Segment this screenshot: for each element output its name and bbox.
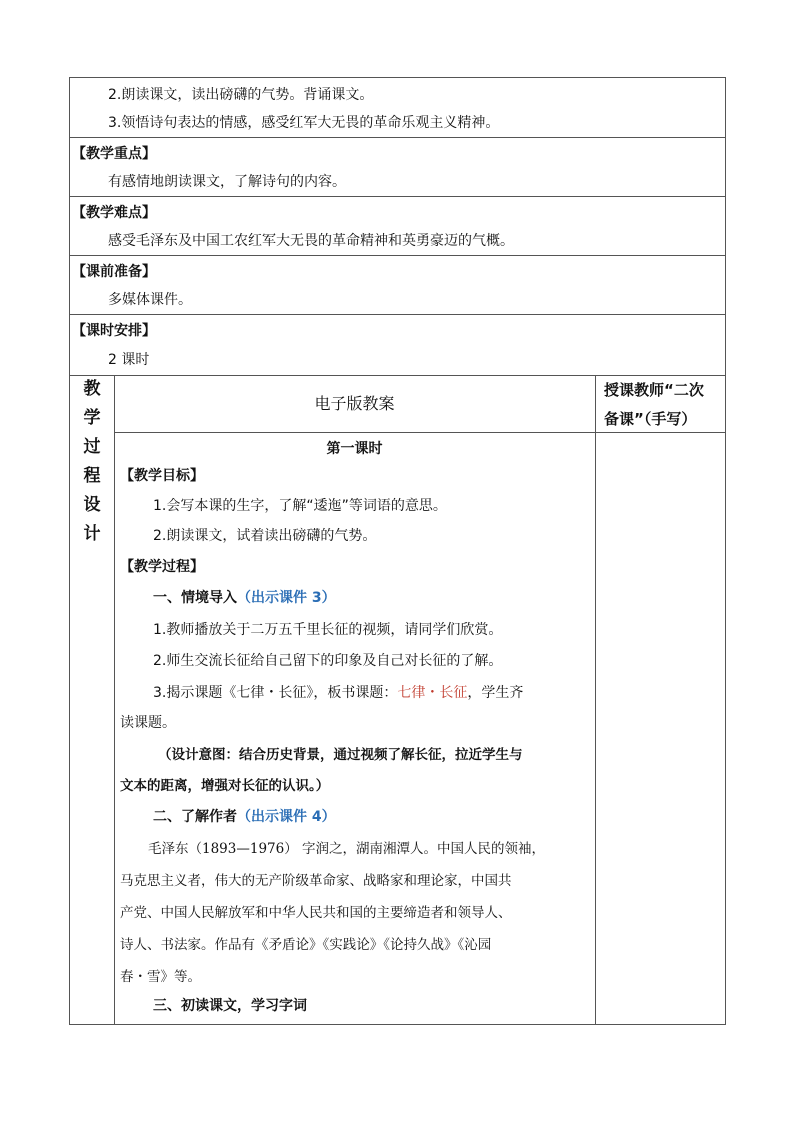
row-divider: [69, 255, 726, 256]
lesson-title: 第一课时: [326, 441, 383, 457]
section-content-preparation: 多媒体课件。: [108, 292, 192, 308]
author-line2: 马克思主义者，伟大的无产阶级革命家、战略家和理论家，中国共: [120, 873, 512, 889]
side-char: 程: [83, 466, 101, 486]
section-content-schedule: 2 课时: [108, 352, 150, 368]
step2-slide-ref: （出示课件 4）: [237, 809, 336, 825]
author-line3: 产党、中国人民解放军和中华人民共和国的主要缔造者和领导人、: [120, 905, 512, 921]
board-title: 七律・长征: [397, 685, 468, 701]
author-line5: 春・雪》等。: [120, 969, 201, 985]
side-char: 计: [83, 524, 101, 544]
side-char: 学: [83, 408, 101, 428]
step1-para-3-text-end: ，学生齐: [467, 685, 524, 701]
section-content-key-points: 有感情地朗读课文，了解诗句的内容。: [108, 174, 346, 190]
row-divider: [69, 375, 726, 376]
teacher-notes-header-line2: 备课”（手写）: [604, 410, 697, 428]
side-char: 设: [83, 495, 101, 515]
lesson-goal-heading: 【教学目标】: [120, 468, 204, 484]
section-heading-preparation: 【课前准备】: [72, 264, 156, 280]
goal-item-2: 2.朗读课文，读出磅礴的气势。背诵课文。: [108, 87, 374, 103]
step2-title: 二、了解作者: [153, 809, 237, 825]
row-divider: [69, 137, 726, 138]
step2-line: [153, 807, 336, 827]
teacher-notes-header-line1: 授课教师“二次: [604, 381, 704, 399]
column-divider-left: [114, 375, 115, 1025]
step1-para-3-cont: 读课题。: [120, 715, 176, 731]
goal-item-3: 3.领悟诗句表达的情感，感受红军大无畏的革命乐观主义精神。: [108, 115, 500, 131]
lesson-goal-1: 1.会写本课的生字，了解“逶迤”等词语的意思。: [153, 498, 447, 514]
step1-para-3: [153, 683, 523, 703]
row-divider: [69, 314, 726, 315]
step3-title: 三、初读课文，学习字词: [153, 998, 307, 1014]
step1-para-1: 1.教师播放关于二万五千里长征的视频，请同学们欣赏。: [153, 622, 503, 638]
electronic-plan-header: 电子版教案: [314, 394, 395, 413]
design-note-line2: 文本的距离，增强对长征的认识。）: [120, 778, 330, 794]
side-char: 教: [83, 379, 101, 399]
step1-slide-ref: （出示课件 3）: [237, 590, 336, 606]
author-line4: 诗人、书法家。作品有《矛盾论》《实践论》《论持久战》《沁园: [120, 937, 492, 953]
column-divider-right: [595, 375, 596, 1025]
section-heading-difficulties: 【教学难点】: [72, 205, 156, 221]
process-heading: 【教学过程】: [120, 559, 204, 575]
process-design-label: [70, 375, 114, 549]
lesson-goal-2: 2.朗读课文，试着读出磅礴的气势。: [153, 528, 377, 544]
author-line1: 毛泽东（1893—1976） 字润之，湖南湘潭人。中国人民的领袖，: [148, 841, 546, 857]
section-content-difficulties: 感受毛泽东及中国工农红军大无畏的革命精神和英勇豪迈的气概。: [108, 233, 514, 249]
step1-para-3-text: 3.揭示课题《七律・长征》，板书课题：: [153, 685, 398, 701]
step1-line: [153, 588, 336, 608]
side-char: 过: [83, 437, 101, 457]
section-heading-key-points: 【教学重点】: [72, 146, 156, 162]
section-heading-schedule: 【课时安排】: [72, 323, 156, 339]
row-divider: [69, 196, 726, 197]
step1-title: 一、情境导入: [153, 590, 237, 606]
design-note-line1: （设计意图：结合历史背景，通过视频了解长征，拉近学生与: [158, 747, 523, 763]
step1-para-2: 2.师生交流长征给自己留下的印象及自己对长征的了解。: [153, 653, 503, 669]
header-row-divider: [114, 432, 726, 433]
